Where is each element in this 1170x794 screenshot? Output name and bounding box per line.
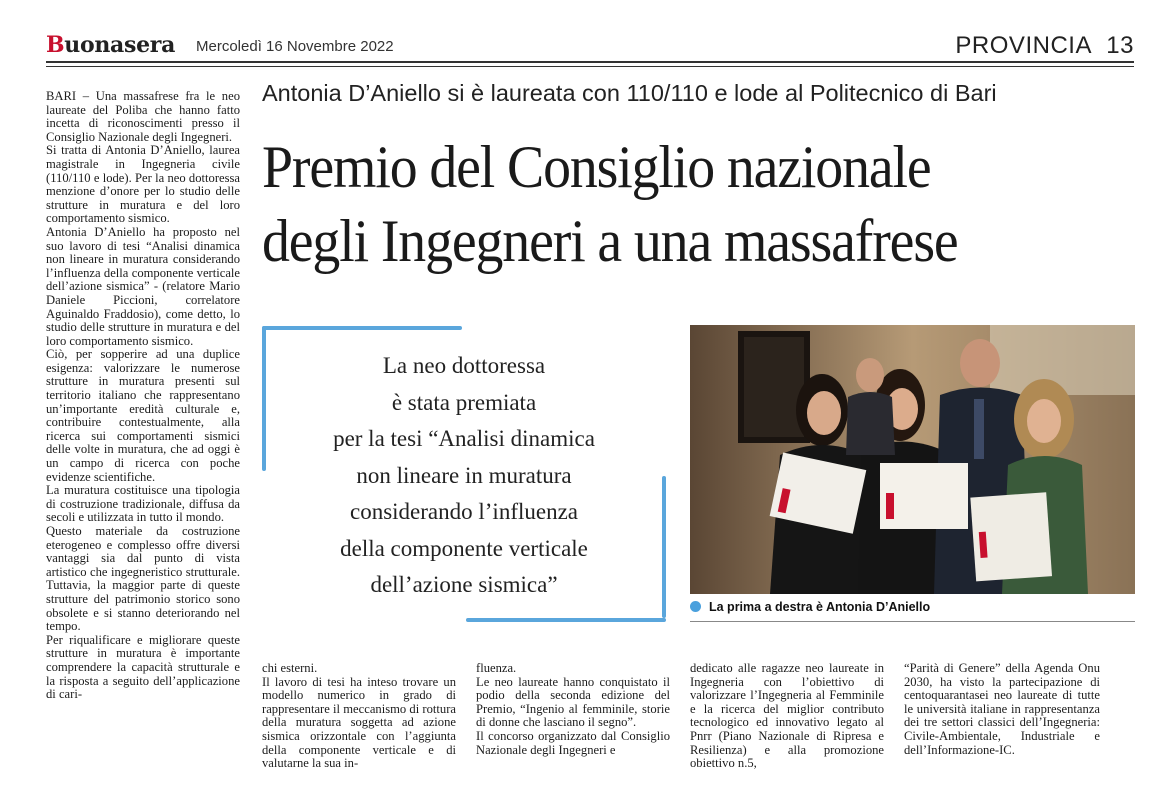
header-rule	[46, 61, 1134, 63]
quote-line: La neo dottoressa	[382, 353, 546, 378]
section-and-page	[955, 32, 1134, 60]
paragraph: Antonia D’Aniello ha proposto nel suo lavoro di tesi “Analisi dinamica non lineare in muratura considerando l’influenza della componente verticale dell’azione sismica” - (relatore Mario Daniele Piccioni, correlatore Aguinaldo Fraddosio), come detto, lo studio delle strutture in muratura e del loro comportamento sismico.	[46, 224, 240, 348]
award-photo	[690, 325, 1135, 594]
caption-text: La prima a destra è Antonia D’Aniello	[709, 600, 931, 614]
newspaper-logo: Buonasera	[46, 32, 176, 58]
masthead	[46, 30, 1134, 60]
pull-quote	[262, 326, 666, 622]
pull-quote-text	[284, 348, 644, 604]
left-column-text	[46, 90, 240, 702]
headline-line: Premio del Consiglio nazionale	[262, 134, 931, 200]
photo-caption	[690, 600, 930, 614]
column-text: “Parità di Genere” della Agenda Onu 2030, ha visto la partecipazione di centoquarantasei neo laureate di tutte le università italiane in rappresentanza dei tre settori classici dell’Ingegneria: Civile-Ambientale, Industriale e dell’Informazione-IC.	[904, 661, 1100, 757]
paragraph: Questo materiale da costruzione eterogeneo e complesso offre diversi vantaggi sia dal punto di vista artistico che ingegneristico strutturale. Tuttavia, la maggior parte di queste strutture del patrimonio storico sono obsolete e si stanno deteriorando nel tempo.	[46, 524, 240, 634]
quote-line: considerando l’influenza	[350, 499, 578, 524]
column-text: chi esterni. Il lavoro di tesi ha inteso trovare un modello numerico in grado di rappresentare il meccanismo di rottura della muratura soggetta ad azione sismica orizzontale con l’aggiunta della componente verticale e di valutarne la sua in-	[262, 661, 456, 771]
caption-rule	[690, 621, 1135, 622]
quote-line: è stata premiata	[391, 389, 537, 415]
quote-line: dell’azione sismica”	[370, 572, 558, 597]
headline-line: degli Ingegneri a una massafrese	[262, 208, 958, 274]
quote-border	[466, 618, 666, 622]
column-text: fluenza. Le neo laureate hanno conquistato il podio della seconda edizione del Premio, “Ingenio al femminile, storie di donne che lasciano il segno”. Il concorso organizzato dal Consiglio Nazionale degli Ingegneri e	[476, 661, 670, 757]
paragraph: Per riqualificare e migliorare queste strutture in muratura è importante comprendere la capacità strutturale e la risposta a seguito dell’applicazione di cari-	[46, 632, 240, 702]
caption-bullet-icon	[690, 601, 701, 612]
quote-line: non lineare in muratura	[356, 462, 572, 488]
header-rule-thin	[46, 66, 1134, 67]
quote-border	[262, 326, 266, 471]
article-headline	[262, 130, 1080, 278]
quote-border	[262, 326, 462, 330]
article-kicker: Antonia D’Aniello si è laureata con 110/110 e lode al Politecnico di Bari	[262, 80, 997, 106]
paragraph: Ciò, per sopperire ad una duplice esigenza: valorizzare le numerose strutture in muratura presenti sul territorio italiano che rappresentano un’importante eredità culturale e, contribuire contestualmente, alla ricerca sui comportamenti sismici delle volte in muratura, che ad oggi è un campo di ricerca con poche evidenze scientifiche.	[46, 347, 240, 484]
paragraph: BARI – Una massafrese fra le neo laureate del Poliba che hanno fatto incetta di riconoscimenti presso il Consiglio Nazionale degli Ingegneri.	[46, 89, 240, 144]
body-column-4	[690, 662, 884, 771]
paragraph: Si tratta di Antonia D’Aniello, laurea magistrale in Ingegneria civile (110/110 e lode). Per la neo dottoressa menzione d’onore per lo studio delle strutture in muratura e del loro comportamento sismico.	[46, 143, 240, 226]
body-column-2	[262, 662, 456, 771]
column-text: dedicato alle ragazze neo laureate in Ingegneria con l’obiettivo di valorizzare l’Ingegneria al Femminile e la ricerca del miglior contributo tecnologico ed innovativo legato al Pnrr (Piano Nazionale di Ripresa e Resilienza) e alla promozione obiettivo n.5,	[690, 661, 884, 771]
photo-illustration	[690, 325, 1135, 594]
quote-border	[662, 476, 666, 618]
page-number: 13	[1106, 32, 1134, 59]
body-column-5	[904, 662, 1100, 757]
body-column-3	[476, 662, 670, 757]
issue-date: Mercoledì 16 Novembre 2022	[196, 38, 394, 55]
paragraph: La muratura costituisce una tipologia di costruzione tradizionale, diffusa da secoli e utilizzata in tutto il mondo.	[46, 483, 240, 525]
quote-line: per la tesi “Analisi dinamica	[333, 426, 595, 451]
section-name: PROVINCIA	[955, 32, 1092, 59]
quote-line: della componente verticale	[340, 535, 588, 561]
